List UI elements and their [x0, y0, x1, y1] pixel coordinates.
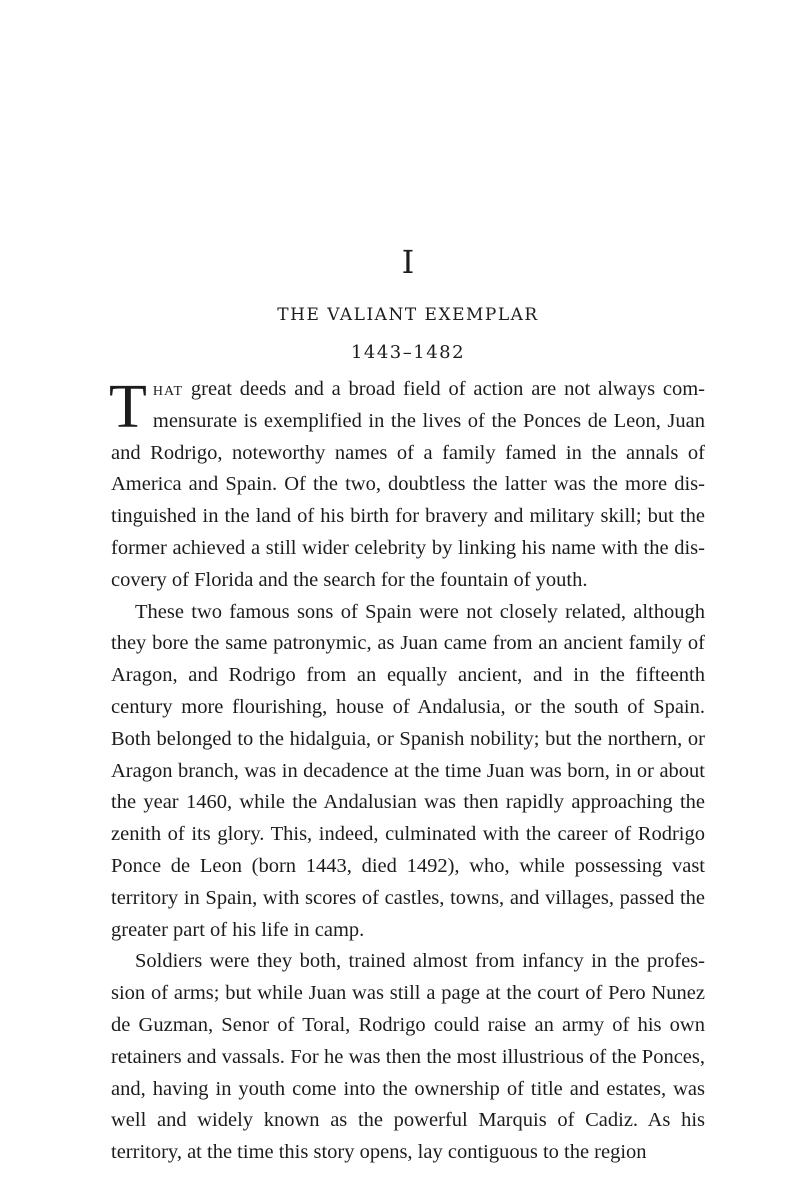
opening-small-caps: hat [152, 378, 184, 400]
paragraph-2: These two famous sons of Spain were not closely related, although they bore the same patronymic, as Juan came from an ancient family of Aragon, and Rodrigo from an equally ancient, and in the fifteenth century more flourishing, house of Andalusia, or the south of Spain. Both belonged to the hidalguia, or Spanish nobility; but the northern, or Aragon branch, was in decadence at the time Juan was born, in or about the year 1460, while the Andalusian was then rapidly approaching the zenith of its glory. This, indeed, culminated with the career of Rodrigo Ponce de Leon (born 1443, died 1492), who, while possessing vast territory in Spain, with scores of castles, towns, and villages, passed the greater part of his life in camp. [111, 600, 705, 941]
drop-cap: T [109, 373, 147, 441]
chapter-body [111, 374, 705, 1169]
paragraph-1-text: great deeds and a broad field of action are not always commensurate is exemplified in the lives of the Ponces de Leon, Juan and Rodrigo, noteworthy names of a family famed in the annals of America and Spain. Of the two, doubtless the latter was the more distinguished in the land of his birth for bravery and military skill; but the former achieved a still wider celebrity by linking his name with the discovery of Florida and the search for the fountain of youth. [111, 378, 705, 591]
chapter-number: I [401, 243, 415, 281]
chapter-dates: 1443–1482 [350, 342, 466, 363]
chapter-title: THE VALIANT EXEMPLAR [277, 305, 539, 325]
paragraph-3: Soldiers were they both, trained almost from infancy in the profession of arms; but while Juan was still a page at the court of Pero Nunez de Guzman, Senor of Toral, Rodrigo could raise an army of his own retainers and vassals. For he was then the most illustrious of the Ponces, and, having in youth come into the ownership of title and estates, was well and widely known as the powerful Marquis of Cadiz. As his territory, at the time this story opens, lay contiguous to the region [111, 950, 705, 1164]
paragraph-1 [111, 374, 705, 597]
